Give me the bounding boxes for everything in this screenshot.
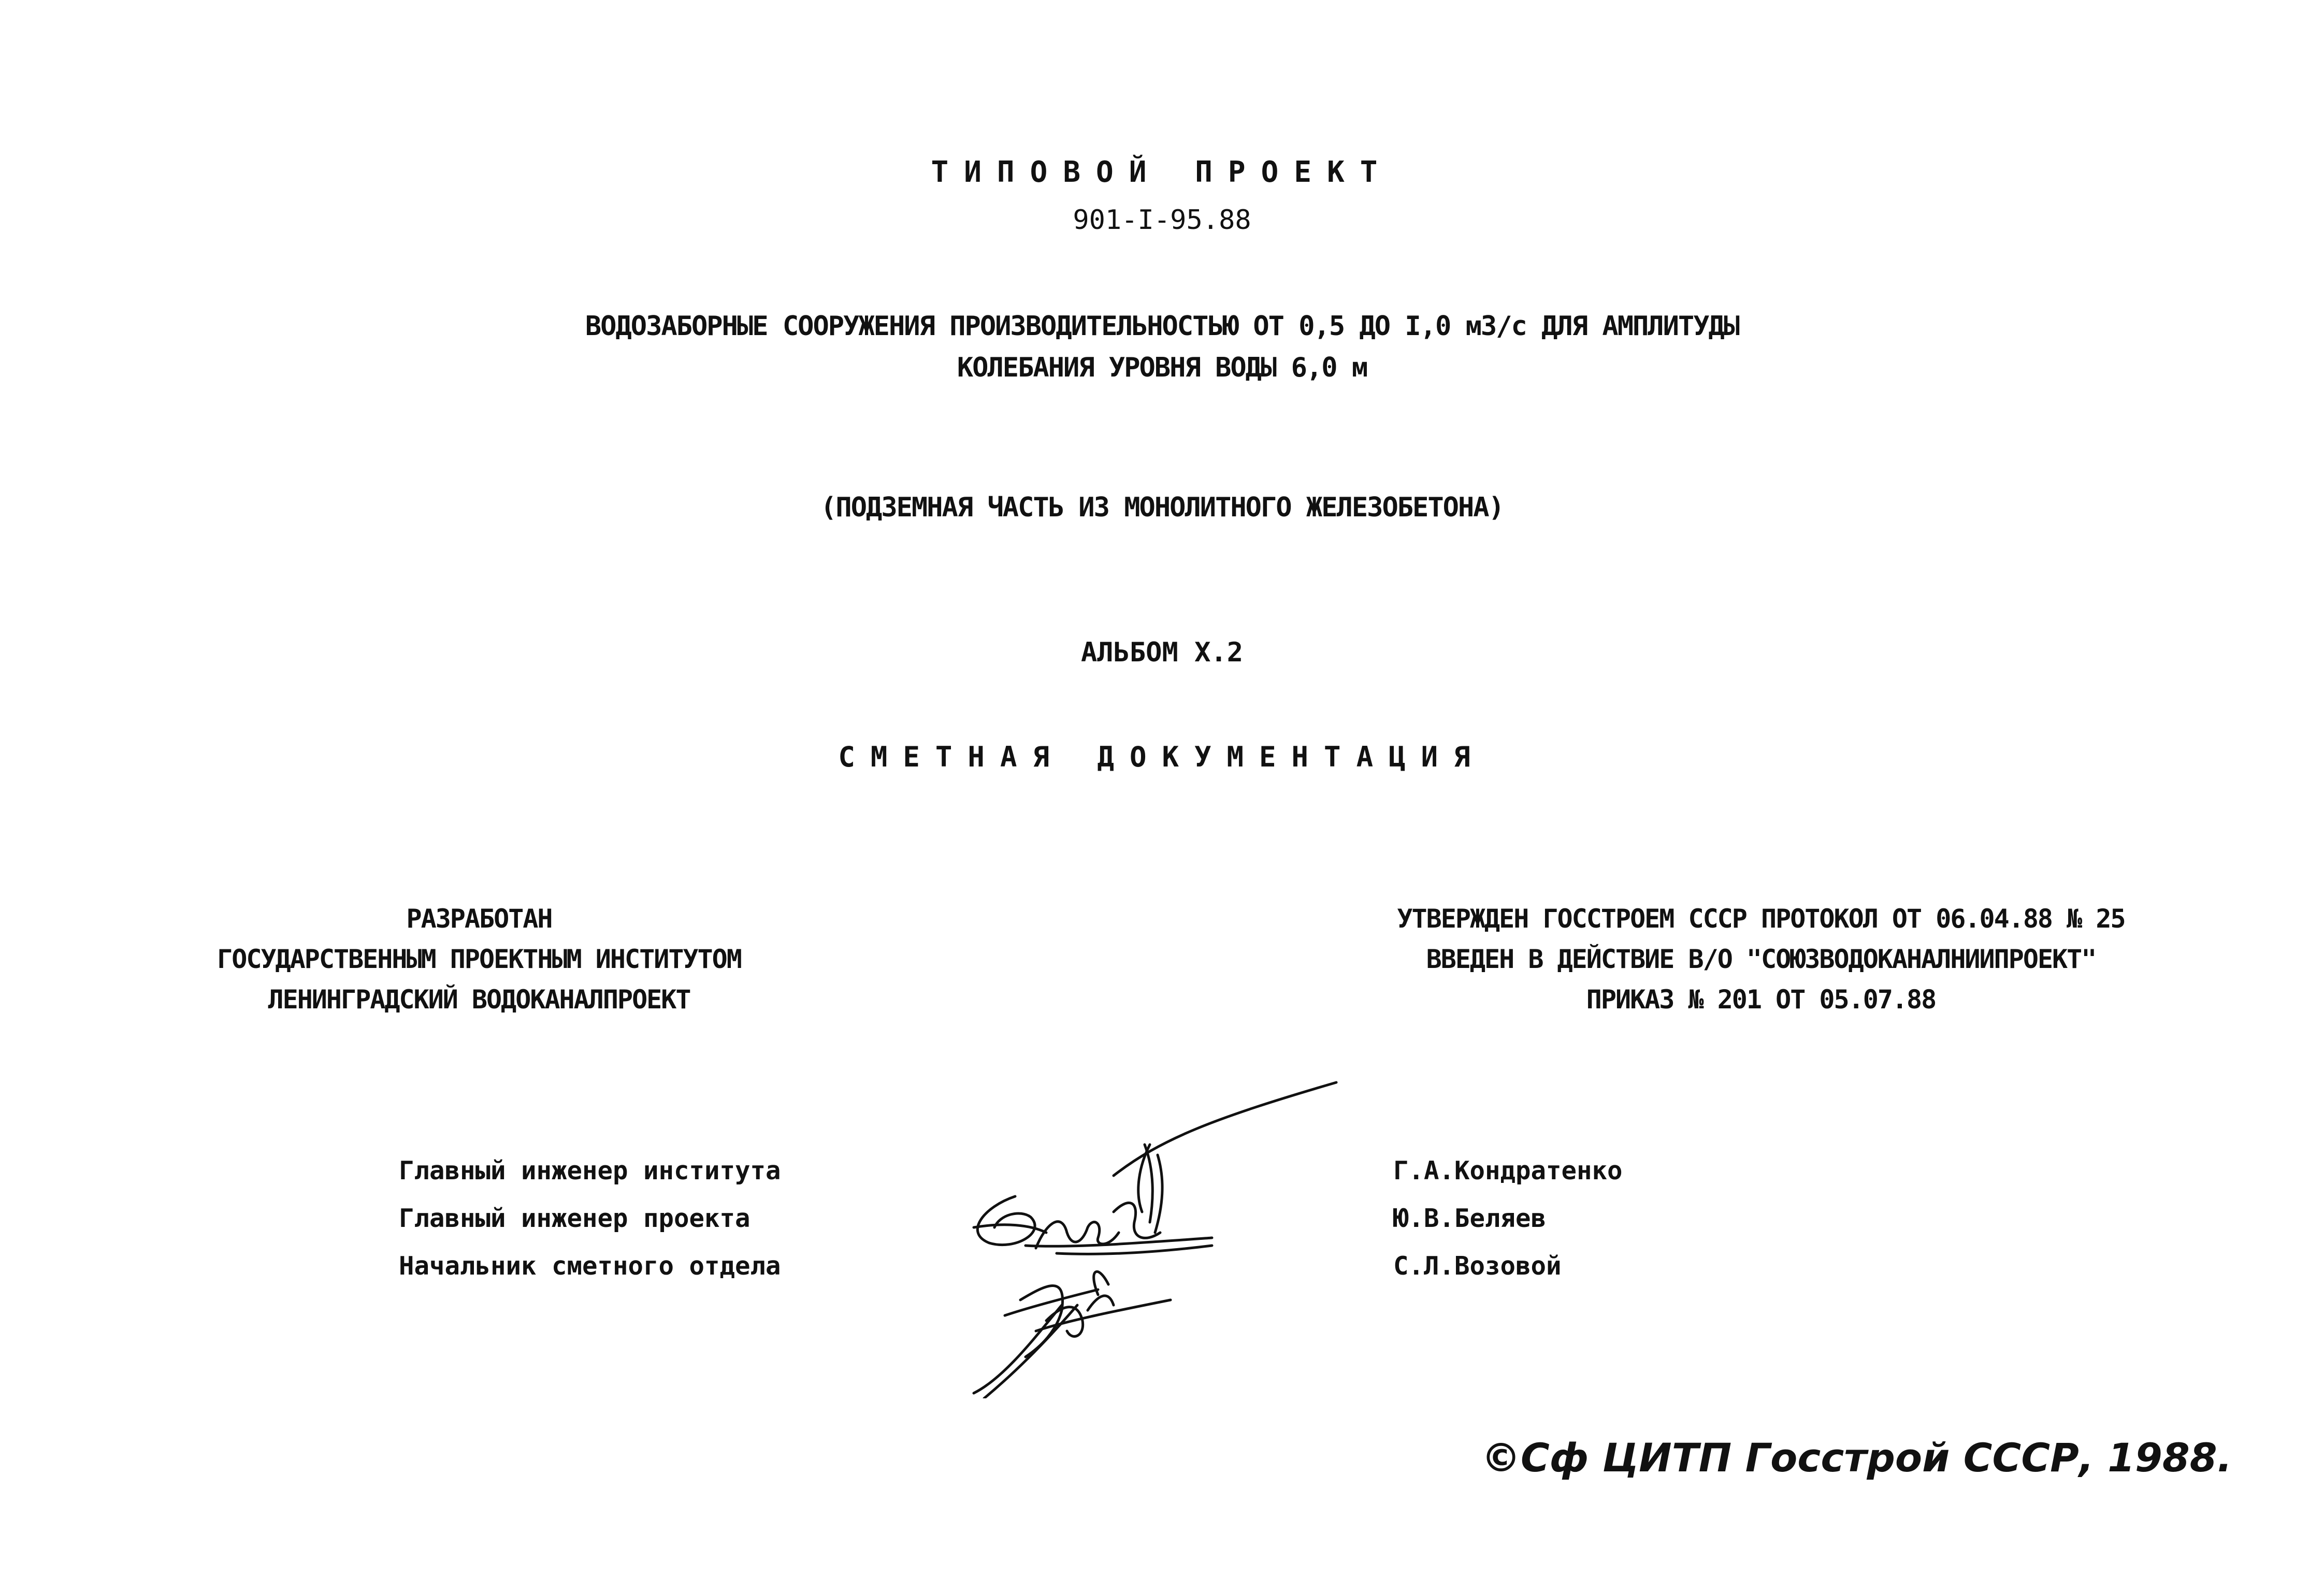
signatory-name: Ю.В.Беляев (1393, 1204, 1547, 1233)
developer-line-3: ЛЕНИНГРАДСКИЙ ВОДОКАНАЛПРОЕКТ (268, 985, 690, 1015)
album-label: АЛЬБОМ Х.2 (1080, 637, 1244, 668)
approval-line-1: УТВЕРЖДЕН ГОССТРОЕМ СССР ПРОТОКОЛ ОТ 06.04.88 № 25 (1397, 904, 2125, 934)
project-title-line-1: ВОДОЗАБОРНЫЕ СООРУЖЕНИЯ ПРОИЗВОДИТЕЛЬНОСТЬЮ ОТ 0,5 ДО I,0 м3/с ДЛЯ АМПЛИТУДЫ (585, 311, 1739, 342)
approval-line-2: ВВЕДЕН В ДЕЙСТВИЕ В/О "СОЮЗВОДОКАНАЛНИИПРОЕКТ" (1426, 944, 2096, 974)
developer-block (197, 899, 761, 1020)
doc-type-heading: ТИПОВОЙ ПРОЕКТ (931, 155, 1393, 189)
developer-line-1: РАЗРАБОТАН (406, 904, 552, 934)
section-title: СМЕТНАЯ ДОКУМЕНТАЦИЯ (838, 741, 1486, 773)
signatory-names (1393, 1147, 1623, 1290)
doc-number: 901-I-95.88 (1073, 205, 1251, 236)
copyright-notice: ©Сф ЦИТП Госстрой СССР, 1988. (1481, 1435, 2232, 1481)
project-subtitle: (ПОДЗЕМНАЯ ЧАСТЬ ИЗ МОНОЛИТНОГО ЖЕЛЕЗОБЕТОНА) (820, 492, 1504, 523)
developer-line-2: ГОСУДАРСТВЕННЫМ ПРОЕКТНЫМ ИНСТИТУТОМ (217, 944, 741, 974)
approval-block (1373, 899, 2149, 1020)
signatory-name: Г.А.Кондратенко (1393, 1156, 1623, 1185)
signatory-role: Начальник сметного отдела (399, 1251, 781, 1281)
signatory-role: Главный инженер института (399, 1156, 781, 1185)
signatory-roles (399, 1147, 781, 1290)
signatory-name: С.Л.Возовой (1393, 1251, 1562, 1281)
approval-line-3: ПРИКАЗ № 201 ОТ 05.07.88 (1586, 985, 1936, 1015)
handwritten-signature (943, 1077, 1357, 1398)
project-title-line-2: КОЛЕБАНИЯ УРОВНЯ ВОДЫ 6,0 м (957, 352, 1367, 383)
signatory-role: Главный инженер проекта (399, 1204, 750, 1233)
